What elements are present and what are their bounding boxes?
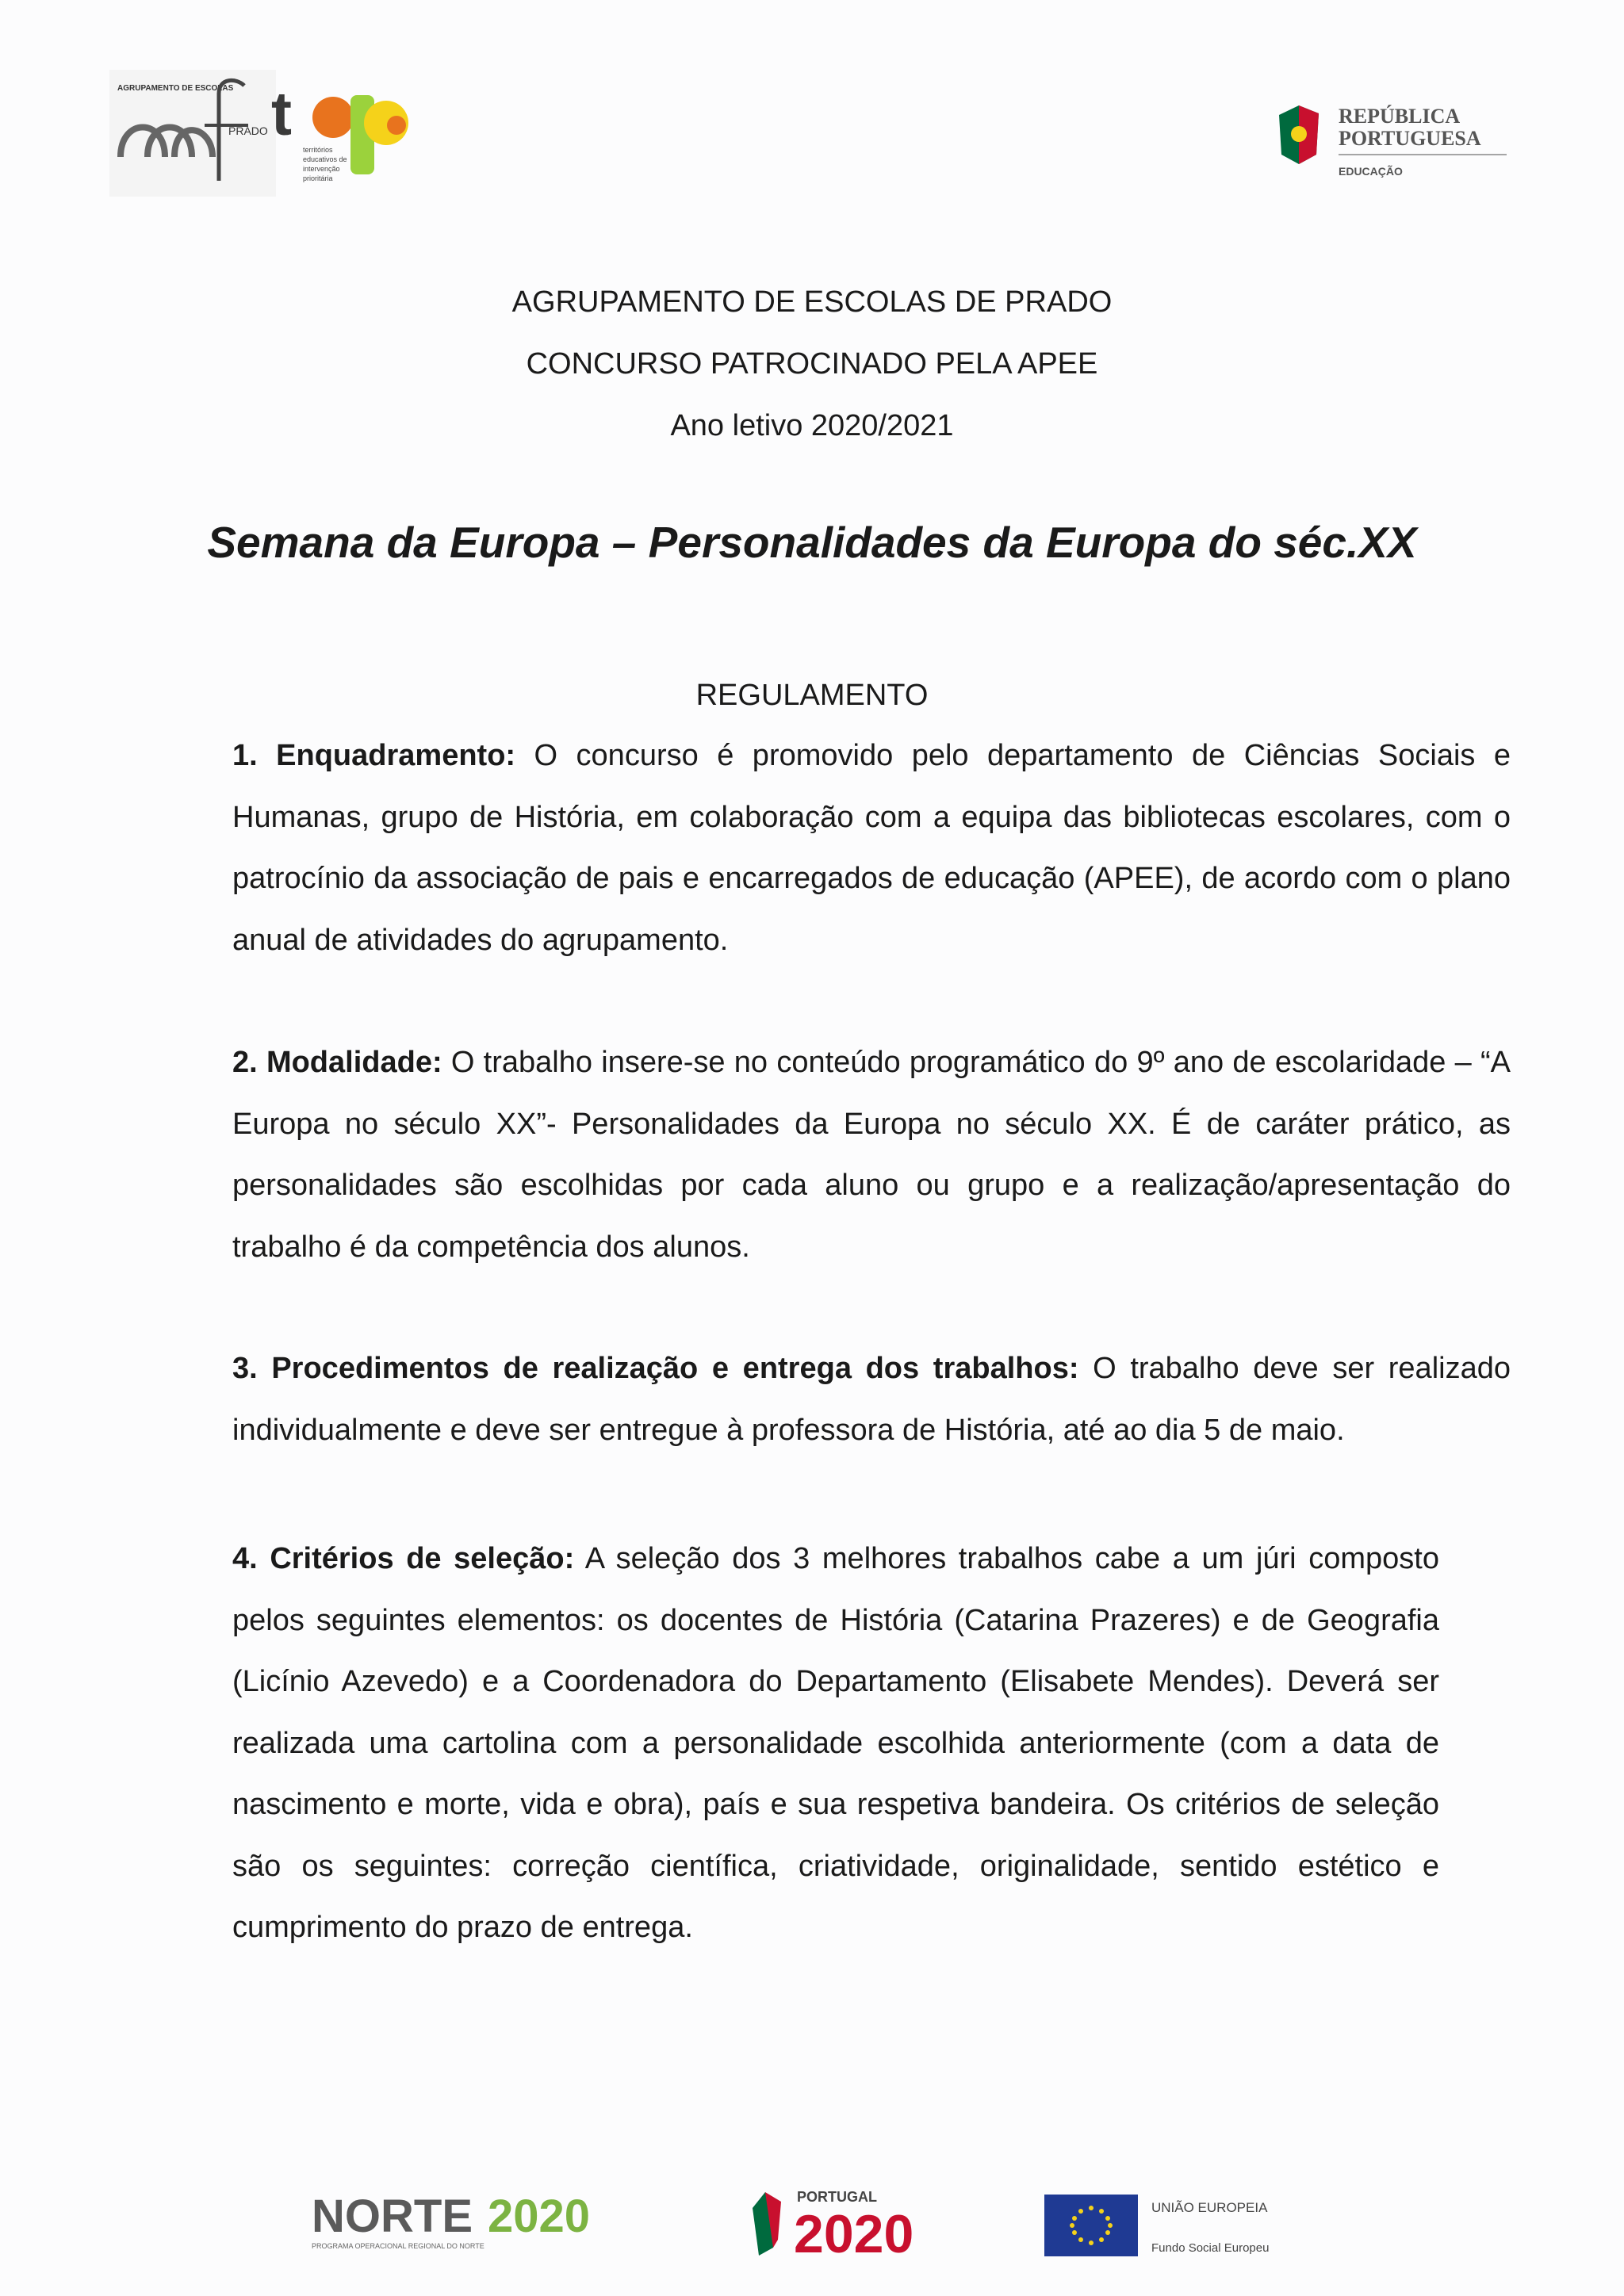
school-name: AGRUPAMENTO DE ESCOLAS DE PRADO: [511, 285, 1113, 319]
republica-line1: REPÚBLICA: [1339, 105, 1461, 128]
section-procedimentos: [232, 1338, 1511, 1461]
agrupamento-logo: [109, 70, 276, 197]
norte-word: NORTE: [312, 2191, 473, 2242]
teip-logo: [271, 79, 422, 190]
portugal2020-logo: [749, 2184, 948, 2260]
section-label: 2. Modalidade:: [232, 1046, 442, 1079]
section-enquadramento: [232, 725, 1511, 971]
agrupamento-logo-name: PRADO: [228, 124, 268, 137]
eu-line1: UNIÃO EUROPEIA: [1151, 2200, 1268, 2215]
regulamento-heading: REGULAMENTO: [695, 679, 929, 712]
portugal-year: 2020: [794, 2204, 914, 2260]
section-label: 4. Critérios de seleção:: [232, 1542, 575, 1575]
section-text: O trabalho deve ser realizado individualmente e deve ser entregue à professora de História, até ao dia 5 de maio.: [232, 1352, 1511, 1447]
norte-year: 2020: [488, 2191, 591, 2242]
teip-caption-3: intervenção: [303, 165, 340, 173]
section-text: A seleção dos 3 melhores trabalhos cabe a um júri composto pelos seguintes elementos: os docentes de História (Catarina Prazeres) e de Geografia (Licínio Azevedo) e a Coordenadora do Departamento (Elisabete Mendes). Deverá ser realizada uma cartolina com a personalidade escolhida anteriormente (com a data de nascimento e morte, vida e obra), país e sua respetiva bandeira. Os critérios de seleção são os seguintes: correção científica, criatividade, originalidade, sentido estético e cumprimento do prazo de entrega.: [232, 1542, 1439, 1944]
contest-name: CONCURSO PATROCINADO PELA APEE: [526, 347, 1098, 381]
norte2020-logo: [312, 2188, 668, 2252]
republica-line2: PORTUGUESA: [1339, 127, 1481, 150]
agrupamento-logo-top-text: AGRUPAMENTO DE ESCOLAS: [117, 84, 234, 93]
teip-caption-4: prioritária: [303, 174, 333, 182]
section-text: O trabalho insere-se no conteúdo programático do 9º ano de escolaridade – “A Europa no século XX”- Personalidades da Europa no século XX. É de caráter prático, as personalidades são escolhidas por cada aluno ou grupo e a realização/apresentação do trabalho é da competência dos alunos.: [232, 1046, 1511, 1264]
school-year: Ano letivo 2020/2021: [670, 409, 954, 442]
teip-caption-1: territórios: [303, 146, 333, 154]
republica-portuguesa-logo: [1275, 99, 1513, 186]
section-criterios: [232, 1529, 1439, 1959]
svg-text:t: t: [271, 79, 292, 148]
republica-line3: EDUCAÇÃO: [1339, 165, 1403, 178]
norte-caption: PROGRAMA OPERACIONAL REGIONAL DO NORTE: [312, 2242, 485, 2250]
teip-caption-2: educativos de: [303, 155, 347, 163]
eu-line2: Fundo Social Europeu: [1151, 2241, 1270, 2255]
uniao-europeia-logo: [1044, 2188, 1298, 2260]
section-text: O concurso é promovido pelo departamento de Ciências Sociais e Humanas, grupo de História, em colaboração com a equipa das bibliotecas escolares, com o patrocínio da associação de pais e encarregados de educação (APEE), de acordo com o plano anual de atividades do agrupamento.: [232, 739, 1511, 957]
section-modalidade: [232, 1032, 1511, 1278]
document-header: [0, 271, 1624, 457]
section-label: 3. Procedimentos de realização e entrega dos trabalhos:: [232, 1352, 1079, 1385]
document-title: Semana da Europa – Personalidades da Europa do séc.XX: [207, 518, 1417, 567]
section-label: 1. Enquadramento:: [232, 739, 516, 772]
portugal-top: PORTUGAL: [797, 2189, 877, 2205]
